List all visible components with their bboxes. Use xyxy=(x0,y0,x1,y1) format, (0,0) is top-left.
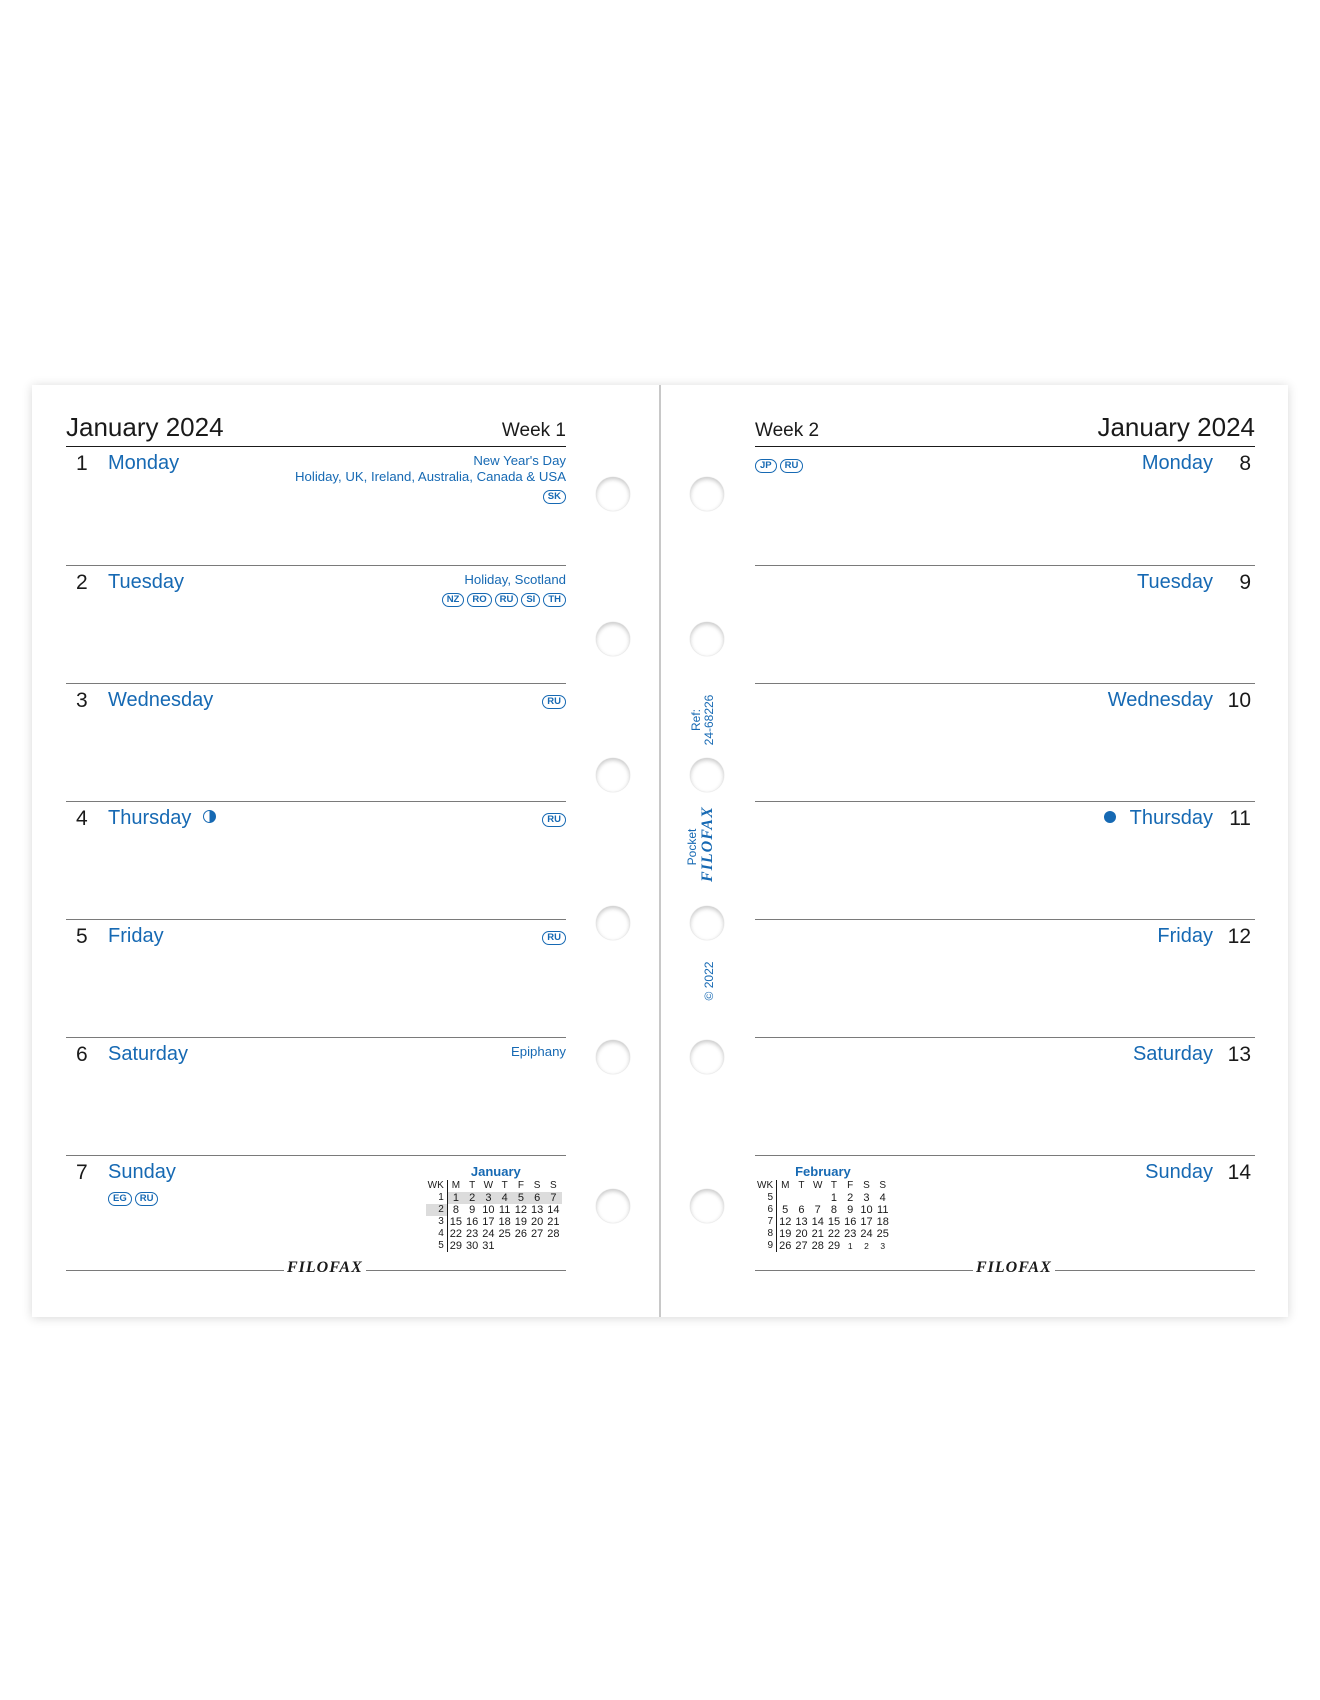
mini-calendar-day: 25 xyxy=(498,1228,511,1240)
mini-calendar-header: T xyxy=(469,1180,476,1191)
day-name xyxy=(1157,925,1213,948)
spine-reference xyxy=(690,685,720,755)
mini-calendar-day: 18 xyxy=(876,1216,889,1228)
day-name-label: Tuesday xyxy=(108,571,184,593)
week-country-badges xyxy=(755,455,806,473)
day-number: 4 xyxy=(76,807,88,830)
day-row xyxy=(755,683,1255,802)
left-page xyxy=(66,385,566,1317)
country-badge: SK xyxy=(543,490,566,504)
mini-calendar-day xyxy=(793,1192,809,1204)
binder-hole xyxy=(690,477,724,511)
country-badge: RU xyxy=(495,593,519,607)
mini-calendar-day: 4 xyxy=(879,1192,886,1204)
mini-calendar-header: S xyxy=(533,1180,541,1191)
day-name-label: Sunday xyxy=(1145,1161,1213,1183)
mini-calendar-day xyxy=(529,1240,545,1252)
spine-ref-number: 24-68226 xyxy=(702,694,716,746)
country-badges xyxy=(539,692,566,709)
mini-calendar-day: 5 xyxy=(513,1192,529,1204)
mini-calendar-day: 13 xyxy=(531,1204,544,1216)
day-row xyxy=(755,919,1255,1038)
mini-calendar-grid xyxy=(755,1180,891,1252)
mini-calendar-day: 2 xyxy=(847,1192,854,1204)
left-month-title: January 2024 xyxy=(66,412,224,442)
day-name-label: Wednesday xyxy=(108,689,214,711)
day-number: 2 xyxy=(76,571,88,594)
day-row xyxy=(755,1155,1255,1274)
mini-calendar-title: January xyxy=(470,1164,521,1179)
day-number: 11 xyxy=(1229,807,1251,830)
mini-calendar-day: 12 xyxy=(779,1216,792,1228)
left_page-mini-calendar xyxy=(426,1164,566,1252)
day-name-label: Sunday xyxy=(108,1161,176,1183)
mini-calendar-day: 29 xyxy=(827,1240,841,1252)
day-row xyxy=(66,447,566,565)
mini-calendar-day: 10 xyxy=(482,1204,495,1216)
day-name xyxy=(1142,452,1213,475)
mini-calendar-day: 10 xyxy=(860,1204,873,1216)
mini-calendar-day: 28 xyxy=(547,1228,560,1240)
mini-calendar-header: T xyxy=(501,1180,508,1191)
day-name-label: Monday xyxy=(1141,452,1213,474)
country-badges xyxy=(539,928,566,945)
mini-calendar-day: 31 xyxy=(482,1240,495,1252)
mini-calendar-day: 2 xyxy=(464,1192,480,1204)
day-number: 6 xyxy=(76,1043,88,1066)
day-row xyxy=(66,801,566,920)
day-name xyxy=(1108,689,1213,712)
day-number: 1 xyxy=(76,452,88,475)
mini-calendar-day: 27 xyxy=(795,1240,808,1252)
mini-calendar-day: 17 xyxy=(482,1216,495,1228)
binder-hole xyxy=(690,758,724,792)
country-badge: SI xyxy=(521,593,540,607)
mini-calendar-day: 26 xyxy=(779,1240,792,1252)
mini-calendar-day: 14 xyxy=(547,1204,560,1216)
mini-calendar-day: 23 xyxy=(466,1228,479,1240)
mini-calendar-day: 17 xyxy=(860,1216,873,1228)
country-badge: RU xyxy=(542,695,566,709)
day-events xyxy=(439,572,566,607)
holiday-label: Epiphany xyxy=(511,1044,566,1059)
mini-calendar-day xyxy=(777,1192,794,1204)
center-fold xyxy=(659,385,661,1317)
mini-calendar-day: 8 xyxy=(452,1204,459,1216)
mini-calendar-header: WK xyxy=(426,1180,448,1192)
binder-hole xyxy=(596,758,630,792)
mini-calendar-day: 9 xyxy=(469,1204,476,1216)
mini-calendar-day: 30 xyxy=(466,1240,479,1252)
binder-hole xyxy=(596,1189,630,1223)
day-name xyxy=(108,571,184,594)
mini-calendar-day: 27 xyxy=(531,1228,544,1240)
mini-calendar-day xyxy=(513,1240,529,1252)
mini-calendar-title: February xyxy=(795,1164,851,1179)
day-number: 12 xyxy=(1227,925,1251,948)
day-number: 14 xyxy=(1227,1161,1251,1184)
mini-calendar-day: 20 xyxy=(795,1228,808,1240)
mini-calendar-day: 1 xyxy=(847,1241,853,1251)
mini-calendar-day: 26 xyxy=(514,1228,527,1240)
mini-calendar-day: 3 xyxy=(863,1192,870,1204)
mini-calendar-header: W xyxy=(813,1180,823,1191)
day-name-label: Saturday xyxy=(108,1043,189,1065)
country-badges xyxy=(295,487,566,504)
mini-calendar-day: 9 xyxy=(847,1204,854,1216)
left-week-number: Week 1 xyxy=(501,420,566,441)
country-badge: RU xyxy=(542,813,566,827)
right-page xyxy=(755,385,1255,1317)
day-number: 3 xyxy=(76,689,88,712)
mini-calendar-day: 16 xyxy=(844,1216,857,1228)
mini-calendar-header: S xyxy=(550,1180,557,1191)
mini-calendar-day: 20 xyxy=(531,1216,544,1228)
day-name xyxy=(108,452,179,475)
mini-calendar-day: 13 xyxy=(795,1216,808,1228)
right-month-title: January 2024 xyxy=(1097,412,1255,442)
right-footer-logo: FILOFAX xyxy=(973,1259,1055,1277)
day-name xyxy=(108,807,216,830)
mini-calendar-day: 6 xyxy=(529,1192,545,1204)
day-name-label: Friday xyxy=(1157,925,1213,947)
binder-hole xyxy=(690,1040,724,1074)
mini-calendar-day: 21 xyxy=(811,1228,824,1240)
mini-calendar-day: 18 xyxy=(498,1216,511,1228)
day-row xyxy=(755,565,1255,684)
country-badges xyxy=(539,810,566,827)
mini-calendar-week: 3 xyxy=(426,1216,448,1228)
day-number: 7 xyxy=(76,1161,88,1184)
mini-calendar-day: 7 xyxy=(545,1192,561,1204)
country-badge: EG xyxy=(108,1192,132,1206)
mini-calendar-day: 8 xyxy=(830,1204,838,1216)
binder-hole xyxy=(596,906,630,940)
mini-calendar-week: 1 xyxy=(426,1192,448,1204)
mini-calendar-day: 15 xyxy=(449,1216,462,1228)
mini-calendar-day: 24 xyxy=(860,1228,873,1240)
mini-calendar-day: 28 xyxy=(811,1240,824,1252)
mini-calendar-week: 5 xyxy=(426,1240,448,1252)
binder-hole xyxy=(596,622,630,656)
day-row xyxy=(66,919,566,1038)
mini-calendar-day xyxy=(562,1240,566,1252)
mini-calendar-day: 15 xyxy=(827,1216,841,1228)
mini-calendar-day: 22 xyxy=(449,1228,462,1240)
holiday-label: Holiday, UK, Ireland, Australia, Canada & USA xyxy=(295,469,566,484)
day-name xyxy=(1137,571,1213,594)
binder-hole xyxy=(690,622,724,656)
day-row xyxy=(66,1037,566,1156)
binder-hole xyxy=(690,906,724,940)
day-name xyxy=(1104,807,1213,830)
day-name-label: Wednesday xyxy=(1107,689,1213,711)
holiday-label: Holiday, Scotland xyxy=(464,572,566,587)
day-name xyxy=(108,689,213,712)
mini-calendar-day: 1 xyxy=(447,1192,464,1204)
mini-calendar-header: M xyxy=(451,1180,461,1191)
right_page-mini-calendar xyxy=(755,1164,891,1252)
day-events xyxy=(539,926,566,945)
country-badge: RU xyxy=(135,1192,159,1206)
mini-calendar-day: 6 xyxy=(798,1204,805,1216)
day-name-label: Thursday xyxy=(1129,807,1213,829)
mini-calendar-week: 6 xyxy=(755,1204,777,1216)
mini-calendar-week: 7 xyxy=(755,1216,777,1228)
spine-copyright: © 2022 xyxy=(702,961,716,1001)
mini-calendar-day: 2 xyxy=(864,1241,869,1251)
spine-ref-label: Ref: xyxy=(689,709,703,732)
holiday-label: New Year's Day xyxy=(473,453,566,468)
mini-calendar-header: WK xyxy=(755,1180,777,1192)
spine-logo-block xyxy=(685,806,719,882)
day-number: 10 xyxy=(1227,689,1251,712)
day-name xyxy=(1133,1043,1213,1066)
day-name xyxy=(1145,1161,1213,1184)
mini-calendar-day: 19 xyxy=(514,1216,527,1228)
full-moon-icon xyxy=(1104,811,1116,823)
mini-calendar-day xyxy=(497,1240,513,1252)
country-badge: JP xyxy=(755,459,777,473)
mini-calendar-day: 1 xyxy=(830,1192,838,1204)
mini-calendar-day xyxy=(545,1240,561,1252)
mini-calendar-header: T xyxy=(830,1180,838,1191)
day-row xyxy=(66,565,566,684)
day-name xyxy=(108,1043,188,1066)
mini-calendar-day: 23 xyxy=(844,1228,857,1240)
mini-calendar-day: 19 xyxy=(779,1228,792,1240)
day-name-label: Monday xyxy=(108,452,180,474)
country-badge: RU xyxy=(780,459,804,473)
country-badge: TH xyxy=(543,593,566,607)
binder-hole xyxy=(690,1189,724,1223)
day-name-label: Saturday xyxy=(1132,1043,1213,1065)
mini-calendar-day: 3 xyxy=(880,1241,886,1251)
mini-calendar-day: 11 xyxy=(877,1204,889,1216)
mini-calendar-grid xyxy=(426,1180,566,1252)
mini-calendar-day: 25 xyxy=(876,1228,889,1240)
mini-calendar-day: 21 xyxy=(547,1216,560,1228)
country-badge: RO xyxy=(467,593,491,607)
mini-calendar-header: F xyxy=(847,1180,854,1191)
mini-calendar-day xyxy=(810,1192,826,1204)
mini-calendar-day: 16 xyxy=(466,1216,479,1228)
mini-calendar-day: 3 xyxy=(480,1192,496,1204)
country-badges xyxy=(108,1188,161,1206)
mini-calendar-day: 11 xyxy=(498,1204,511,1216)
day-number: 5 xyxy=(76,925,88,948)
day-events xyxy=(511,1044,566,1060)
last-quarter-moon-icon xyxy=(203,810,216,823)
mini-calendar-day: 5 xyxy=(782,1204,789,1216)
day-row xyxy=(755,1037,1255,1156)
day-events xyxy=(295,453,566,504)
day-number: 9 xyxy=(1239,571,1251,594)
binder-hole xyxy=(596,1040,630,1074)
mini-calendar-header: S xyxy=(863,1180,870,1191)
day-name-label: Thursday xyxy=(108,807,192,829)
mini-calendar-day: 4 xyxy=(497,1192,513,1204)
day-row xyxy=(755,447,1255,565)
day-name xyxy=(108,1161,176,1184)
day-events xyxy=(539,808,566,827)
day-name-label: Tuesday xyxy=(1137,571,1213,593)
mini-calendar-header: S xyxy=(879,1180,887,1191)
mini-calendar-day: 22 xyxy=(827,1228,841,1240)
mini-calendar-header: M xyxy=(781,1180,790,1191)
right-week-number: Week 2 xyxy=(755,420,820,441)
day-row xyxy=(66,683,566,802)
day-row xyxy=(755,801,1255,920)
mini-calendar-week: 5 xyxy=(755,1192,777,1204)
day-row xyxy=(66,1155,566,1274)
mini-calendar-day: 24 xyxy=(482,1228,495,1240)
spine-size-label: Pocket xyxy=(685,828,699,866)
mini-calendar-day: 12 xyxy=(514,1204,527,1216)
mini-calendar-day: 7 xyxy=(814,1204,821,1216)
mini-calendar-week: 8 xyxy=(755,1228,777,1240)
mini-calendar-day: 14 xyxy=(811,1216,824,1228)
mini-calendar-header: W xyxy=(483,1180,494,1191)
day-number: 13 xyxy=(1227,1043,1251,1066)
mini-calendar-week: 4 xyxy=(426,1228,448,1240)
day-name xyxy=(108,925,164,948)
day-name-label: Friday xyxy=(108,925,164,947)
binder-hole xyxy=(596,477,630,511)
left-footer-logo: FILOFAX xyxy=(284,1259,366,1277)
country-badge: RU xyxy=(542,931,566,945)
mini-calendar-header: F xyxy=(517,1180,524,1191)
mini-calendar-week: 9 xyxy=(755,1240,777,1252)
spine-filofax-logo: FILOFAX xyxy=(699,806,716,882)
mini-calendar-day: 29 xyxy=(449,1240,462,1252)
day-events xyxy=(539,690,566,709)
country-badge: NZ xyxy=(442,593,465,607)
country-badges xyxy=(439,590,566,607)
day-number: 8 xyxy=(1239,452,1251,475)
mini-calendar-week: 2 xyxy=(426,1204,448,1216)
mini-calendar-header: T xyxy=(798,1180,805,1191)
